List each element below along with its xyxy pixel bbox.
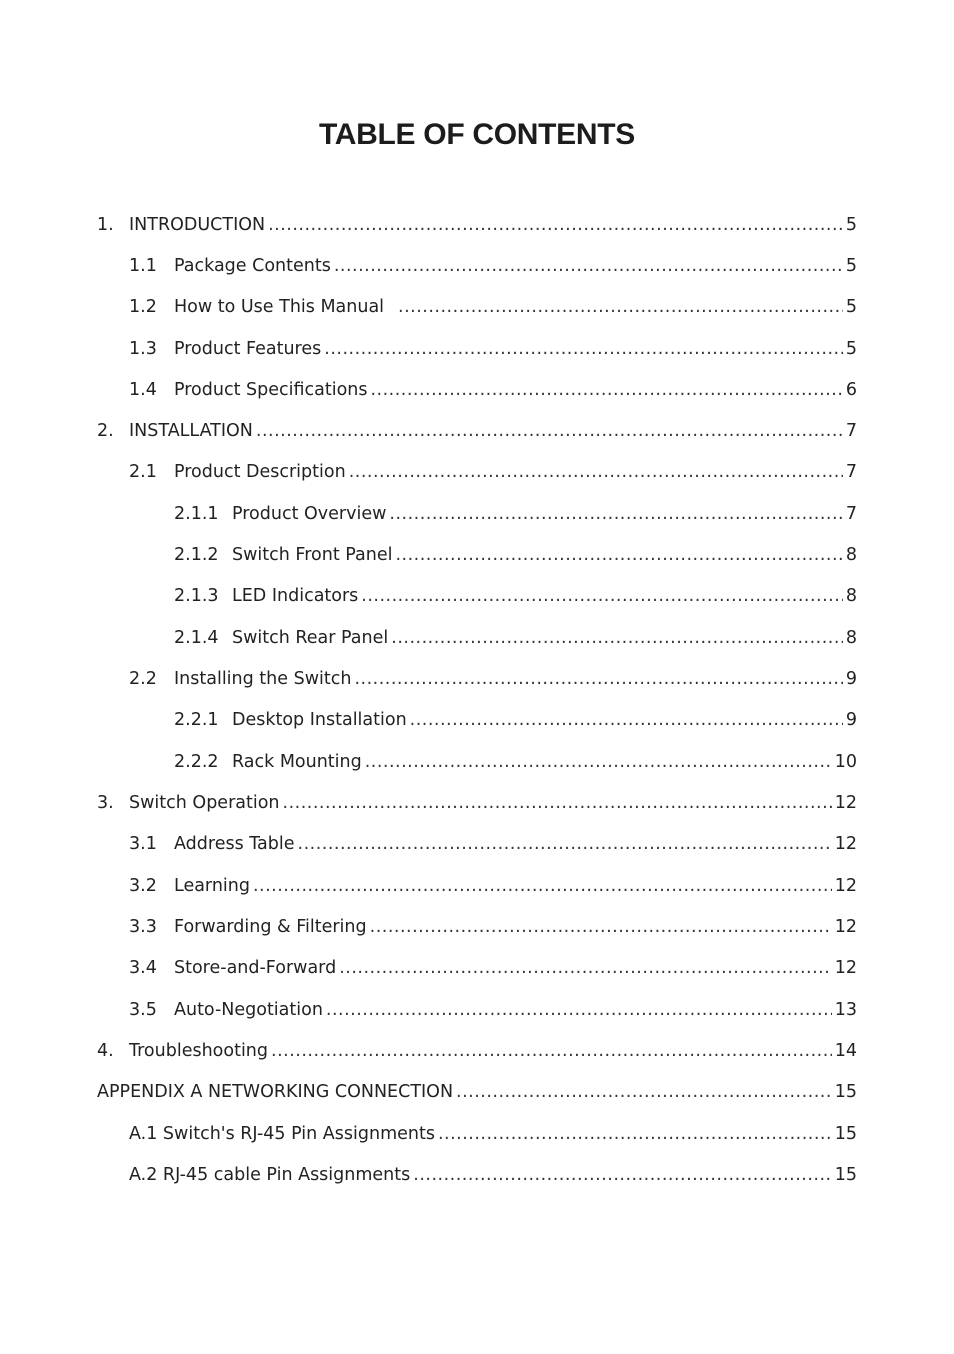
toc-dot-leader [339, 958, 832, 978]
toc-page-number: 13 [834, 1000, 857, 1020]
page-title: TABLE OF CONTENTS [319, 118, 635, 151]
toc-entry-store-and-forward[interactable] [129, 958, 857, 982]
toc-entry-product-specifications[interactable] [129, 380, 857, 404]
toc-entry-number: 2.1.4 [174, 628, 219, 648]
toc-entry-number: 1.3 [129, 339, 157, 359]
toc-entry-switch-front-panel[interactable] [174, 545, 857, 569]
toc-entry-auto-negotiation[interactable] [129, 1000, 857, 1024]
toc-dot-leader [395, 545, 842, 565]
toc-entry-label: Switch Front Panel [232, 545, 393, 565]
toc-entry-label: Troubleshooting [129, 1041, 269, 1061]
toc-entry-appendix-a[interactable] [97, 1082, 857, 1106]
toc-entry-number: 2.2.1 [174, 710, 219, 730]
toc-entry-troubleshooting[interactable] [97, 1041, 857, 1065]
toc-page-number: 7 [845, 421, 857, 441]
toc-entry-label: LED Indicators [232, 586, 359, 606]
toc-entry-label: Product Description [174, 462, 346, 482]
toc-entry-label: How to Use This Manual [174, 297, 385, 317]
toc-dot-leader [326, 1000, 832, 1020]
toc-dot-leader [391, 628, 843, 648]
toc-dot-leader [410, 710, 843, 730]
toc-entry-product-overview[interactable] [174, 504, 857, 528]
toc-entry-label: Address Table [174, 834, 295, 854]
toc-entry-label: APPENDIX A NETWORKING CONNECTION [97, 1082, 454, 1102]
toc-page-number: 5 [845, 297, 857, 317]
toc-page-number: 15 [834, 1165, 857, 1185]
toc-entry-label: INTRODUCTION [129, 215, 266, 235]
toc-dot-leader [438, 1124, 832, 1144]
toc-entry-label: Forwarding & Filtering [174, 917, 367, 937]
toc-entry-appendix-a1[interactable] [129, 1124, 857, 1148]
toc-entry-label: Rack Mounting [232, 752, 362, 772]
toc-entry-number: 2.2.2 [174, 752, 219, 772]
toc-dot-leader [370, 917, 832, 937]
toc-page-number: 5 [845, 339, 857, 359]
toc-dot-leader [361, 586, 843, 606]
toc-dot-leader [349, 462, 843, 482]
toc-dot-leader [413, 1165, 831, 1185]
toc-page-number: 12 [834, 876, 857, 896]
toc-dot-leader [256, 421, 843, 441]
toc-entry-label: Product Features [174, 339, 322, 359]
toc-entry-forwarding-filtering[interactable] [129, 917, 857, 941]
toc-entry-address-table[interactable] [129, 834, 857, 858]
toc-entry-introduction[interactable] [97, 215, 857, 239]
toc-page-number: 10 [834, 752, 857, 772]
toc-entry-label: Switch Rear Panel [232, 628, 389, 648]
toc-page-number: 9 [845, 669, 857, 689]
toc-dot-leader [365, 752, 832, 772]
toc-entry-label: A.2 RJ-45 cable Pin Assignments [129, 1165, 411, 1185]
toc-entry-label: INSTALLATION [129, 421, 253, 441]
toc-entry-installing-the-switch[interactable] [129, 669, 857, 693]
toc-entry-label: Learning [174, 876, 250, 896]
toc-entry-number: 1.4 [129, 380, 157, 400]
toc-entry-number: 2.1.3 [174, 586, 219, 606]
toc-page-number: 5 [845, 215, 857, 235]
toc-dot-leader [271, 1041, 832, 1061]
toc-dot-leader [370, 380, 842, 400]
toc-entry-rack-mounting[interactable] [174, 752, 857, 776]
toc-dot-leader [398, 297, 843, 317]
toc-entry-number: 3.3 [129, 917, 157, 937]
toc-entry-label: Switch Operation [129, 793, 280, 813]
toc-entry-number: 1. [97, 215, 114, 235]
toc-page-number: 8 [845, 545, 857, 565]
toc-entry-label: Desktop Installation [232, 710, 407, 730]
toc-page-number: 12 [834, 793, 857, 813]
toc-entry-appendix-a2[interactable] [129, 1165, 857, 1189]
toc-entry-number: 2.2 [129, 669, 157, 689]
toc-entry-number: 3.1 [129, 834, 157, 854]
toc-entry-product-features[interactable] [129, 339, 857, 363]
toc-entry-number: 1.2 [129, 297, 157, 317]
toc-page-number: 8 [845, 628, 857, 648]
toc-entry-label: Product Overview [232, 504, 387, 524]
toc-entry-desktop-installation[interactable] [174, 710, 857, 734]
toc-page-number: 6 [845, 380, 857, 400]
toc-entry-number: 2.1.2 [174, 545, 219, 565]
toc-entry-number: 3.2 [129, 876, 157, 896]
toc-dot-leader [253, 876, 832, 896]
toc-entry-product-description[interactable] [129, 462, 857, 486]
toc-entry-label: Installing the Switch [174, 669, 352, 689]
toc-page-number: 5 [845, 256, 857, 276]
toc-entry-number: 3. [97, 793, 114, 813]
toc-entry-number: 2.1.1 [174, 504, 219, 524]
toc-entry-how-to-use[interactable] [129, 297, 857, 321]
toc-page-number: 9 [845, 710, 857, 730]
toc-page-number: 8 [845, 586, 857, 606]
toc-entry-label: Product Specifications [174, 380, 368, 400]
toc-page-number: 15 [834, 1082, 857, 1102]
toc-entry-number: 3.5 [129, 1000, 157, 1020]
toc-page-number: 7 [845, 462, 857, 482]
toc-entry-led-indicators[interactable] [174, 586, 857, 610]
toc-entry-package-contents[interactable] [129, 256, 857, 280]
toc-dot-leader [334, 256, 843, 276]
toc-page-number: 14 [834, 1041, 857, 1061]
toc-dot-leader [456, 1082, 832, 1102]
toc-page-number: 12 [834, 958, 857, 978]
toc-dot-leader [354, 669, 842, 689]
toc-entry-number: 2.1 [129, 462, 157, 482]
toc-page-number: 12 [834, 834, 857, 854]
toc-entry-number: 1.1 [129, 256, 157, 276]
toc-entry-label: Auto-Negotiation [174, 1000, 323, 1020]
toc-entry-number: 2. [97, 421, 114, 441]
toc-dot-leader [283, 793, 832, 813]
toc-dot-leader [268, 215, 843, 235]
toc-entry-installation[interactable] [97, 421, 857, 445]
toc-entry-label: A.1 Switch's RJ-45 Pin Assignments [129, 1124, 435, 1144]
toc-page-number: 12 [834, 917, 857, 937]
toc-page-number: 7 [845, 504, 857, 524]
toc-entry-label: Store-and-Forward [174, 958, 337, 978]
toc-entry-switch-operation[interactable] [97, 793, 857, 817]
toc-entry-switch-rear-panel[interactable] [174, 628, 857, 652]
toc-dot-leader [324, 339, 843, 359]
toc-entry-learning[interactable] [129, 876, 857, 900]
toc-entry-label: Package Contents [174, 256, 331, 276]
toc-page-number: 15 [834, 1124, 857, 1144]
toc-entry-number: 3.4 [129, 958, 157, 978]
toc-dot-leader [389, 504, 842, 524]
toc-dot-leader [298, 834, 832, 854]
toc-entry-number: 4. [97, 1041, 114, 1061]
